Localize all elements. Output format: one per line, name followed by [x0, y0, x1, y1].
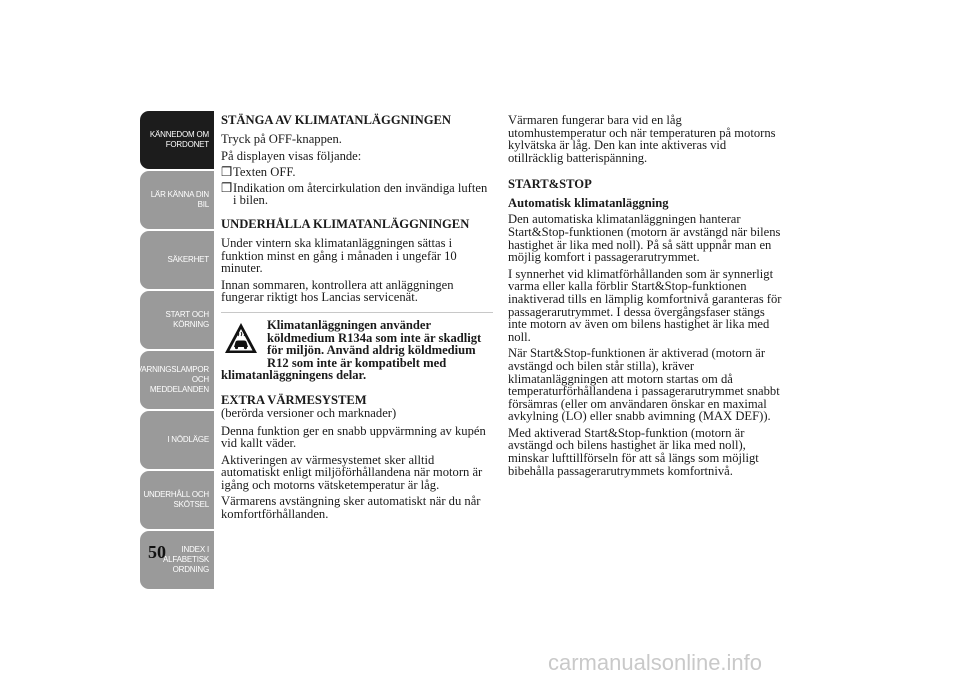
paragraph: På displayen visas följande: — [221, 148, 362, 163]
paragraph: Den automatiska klimatanläggningen hanterar Start&Stop-funktionen (motorn är avstängd när bilens hastighet är lika med noll). På så sätt uppnår man en möjlig komfort i passagerarutrymmet. — [508, 212, 781, 265]
chapter-sidebar — [136, 111, 214, 591]
heading-subtitle: (berörda versioner och marknader) — [221, 405, 397, 420]
paragraph: Denna funktion ger en snabb uppvärmning av kupén vid kallt väder. — [221, 423, 486, 451]
heading-underhalla: UNDERHÅLLA KLIMATANLÄGGNINGEN — [221, 216, 470, 231]
page-number: 50 — [148, 542, 166, 562]
paragraph: I synnerhet vid klimatförhållanden som är synnerligt varma eller kalla förblir Start&Stop-funktionen inaktiverad tills en lämplig komfortnivå garanteras för passagerarutrymmet. I dessa övergångsfaser stängs inte motorn av även om bilens hastighet är lika med noll. — [508, 266, 782, 344]
heading-stanga-av: STÄNGA AV KLIMATANLÄGGNINGEN — [221, 113, 451, 127]
left-column — [221, 114, 493, 525]
warning-box — [221, 319, 493, 382]
bullet-text: Texten OFF. — [233, 165, 296, 180]
bullet-item — [221, 182, 493, 207]
paragraph: Tryck på OFF-knappen. — [221, 132, 342, 146]
heading-extra-varmesystem: EXTRA VÄRMESYSTEM — [221, 392, 367, 407]
warning-text: Klimatanläggningen använder köldmedium R134a som inte är skadligt för miljön. Använd aldrig köldmedium R12 som inte är kompatibelt med klimatanläggningens delar. — [221, 317, 482, 383]
sidebar-tab-lar-kanna[interactable]: LÄR KÄNNA DIN BIL — [140, 171, 214, 229]
right-column — [508, 114, 782, 481]
paragraph: Värmaren fungerar bara vid en låg utomhustemperatur och när temperaturen på motorns kylvätska är låg. Den kan inte aktiveras vid otillräcklig batterispänning. — [508, 113, 776, 165]
bullet-item — [221, 166, 493, 179]
sidebar-tab-start-korning[interactable]: START OCH KÖRNING — [140, 291, 214, 349]
paragraph: Under vintern ska klimatanläggningen sättas i funktion minst en gång i månaden i ungefär 10 minuter. — [221, 235, 457, 276]
paragraph: Aktiveringen av värmesystemet sker alltid automatiskt enligt miljöförhållandena när motorn är igång och motorns vätsketemperatur är låg. — [221, 452, 483, 492]
paragraph: Med aktiverad Start&Stop-funktion (motorn är avstängd och bilens hastighet är lika med noll), minskar lufttillförseln för att så längs som möjligt bibehålla passagerarutrymmets komfortnivå. — [508, 425, 759, 478]
divider — [221, 312, 493, 313]
heading-automatisk: Automatisk klimatanläggning — [508, 196, 669, 211]
watermark: carmanualsonline.info — [548, 650, 763, 675]
sidebar-tab-i-nodlage[interactable]: I NÖDLÄGE — [140, 411, 214, 469]
checkbox-bullet-icon: ❒ — [221, 165, 233, 180]
paragraph: Innan sommaren, kontrollera att anläggningen fungerar riktigt hos Lancias servicenät. — [221, 277, 454, 305]
paragraph: Värmarens avstängning sker automatiskt när du når komfortförhållanden. — [221, 494, 481, 522]
bullet-text: Indikation om återcirkulation den invändiga luften i bilen. — [233, 180, 488, 208]
sidebar-tab-varningslampor[interactable]: VARNINGSLAMPOR OCH MEDDELANDEN — [140, 351, 214, 409]
sidebar-tab-kannedom[interactable]: KÄNNEDOM OM FORDONET — [140, 111, 214, 169]
sidebar-tab-sakerhet[interactable]: SÄKERHET — [140, 231, 214, 289]
car-warning-triangle-icon — [223, 321, 259, 357]
sidebar-tab-underhall[interactable]: UNDERHÅLL OCH SKÖTSEL — [140, 471, 214, 529]
checkbox-bullet-icon: ❒ — [221, 180, 233, 195]
heading-start-stop: START&STOP — [508, 177, 592, 192]
sidebar-tab-index[interactable]: INDEX I ALFABETISK ORDNING — [140, 531, 214, 589]
paragraph: När Start&Stop-funktionen är aktiverad (motorn är avstängd och bilen står stilla), kräver klimatanläggningen att motorn startas om då temperaturförhållandena i passagerarutrymmet snabbt försämras (eller om användaren önskar en maximal avkylning (LO) eller snabb avimning (MAX DEF)). — [508, 346, 780, 424]
